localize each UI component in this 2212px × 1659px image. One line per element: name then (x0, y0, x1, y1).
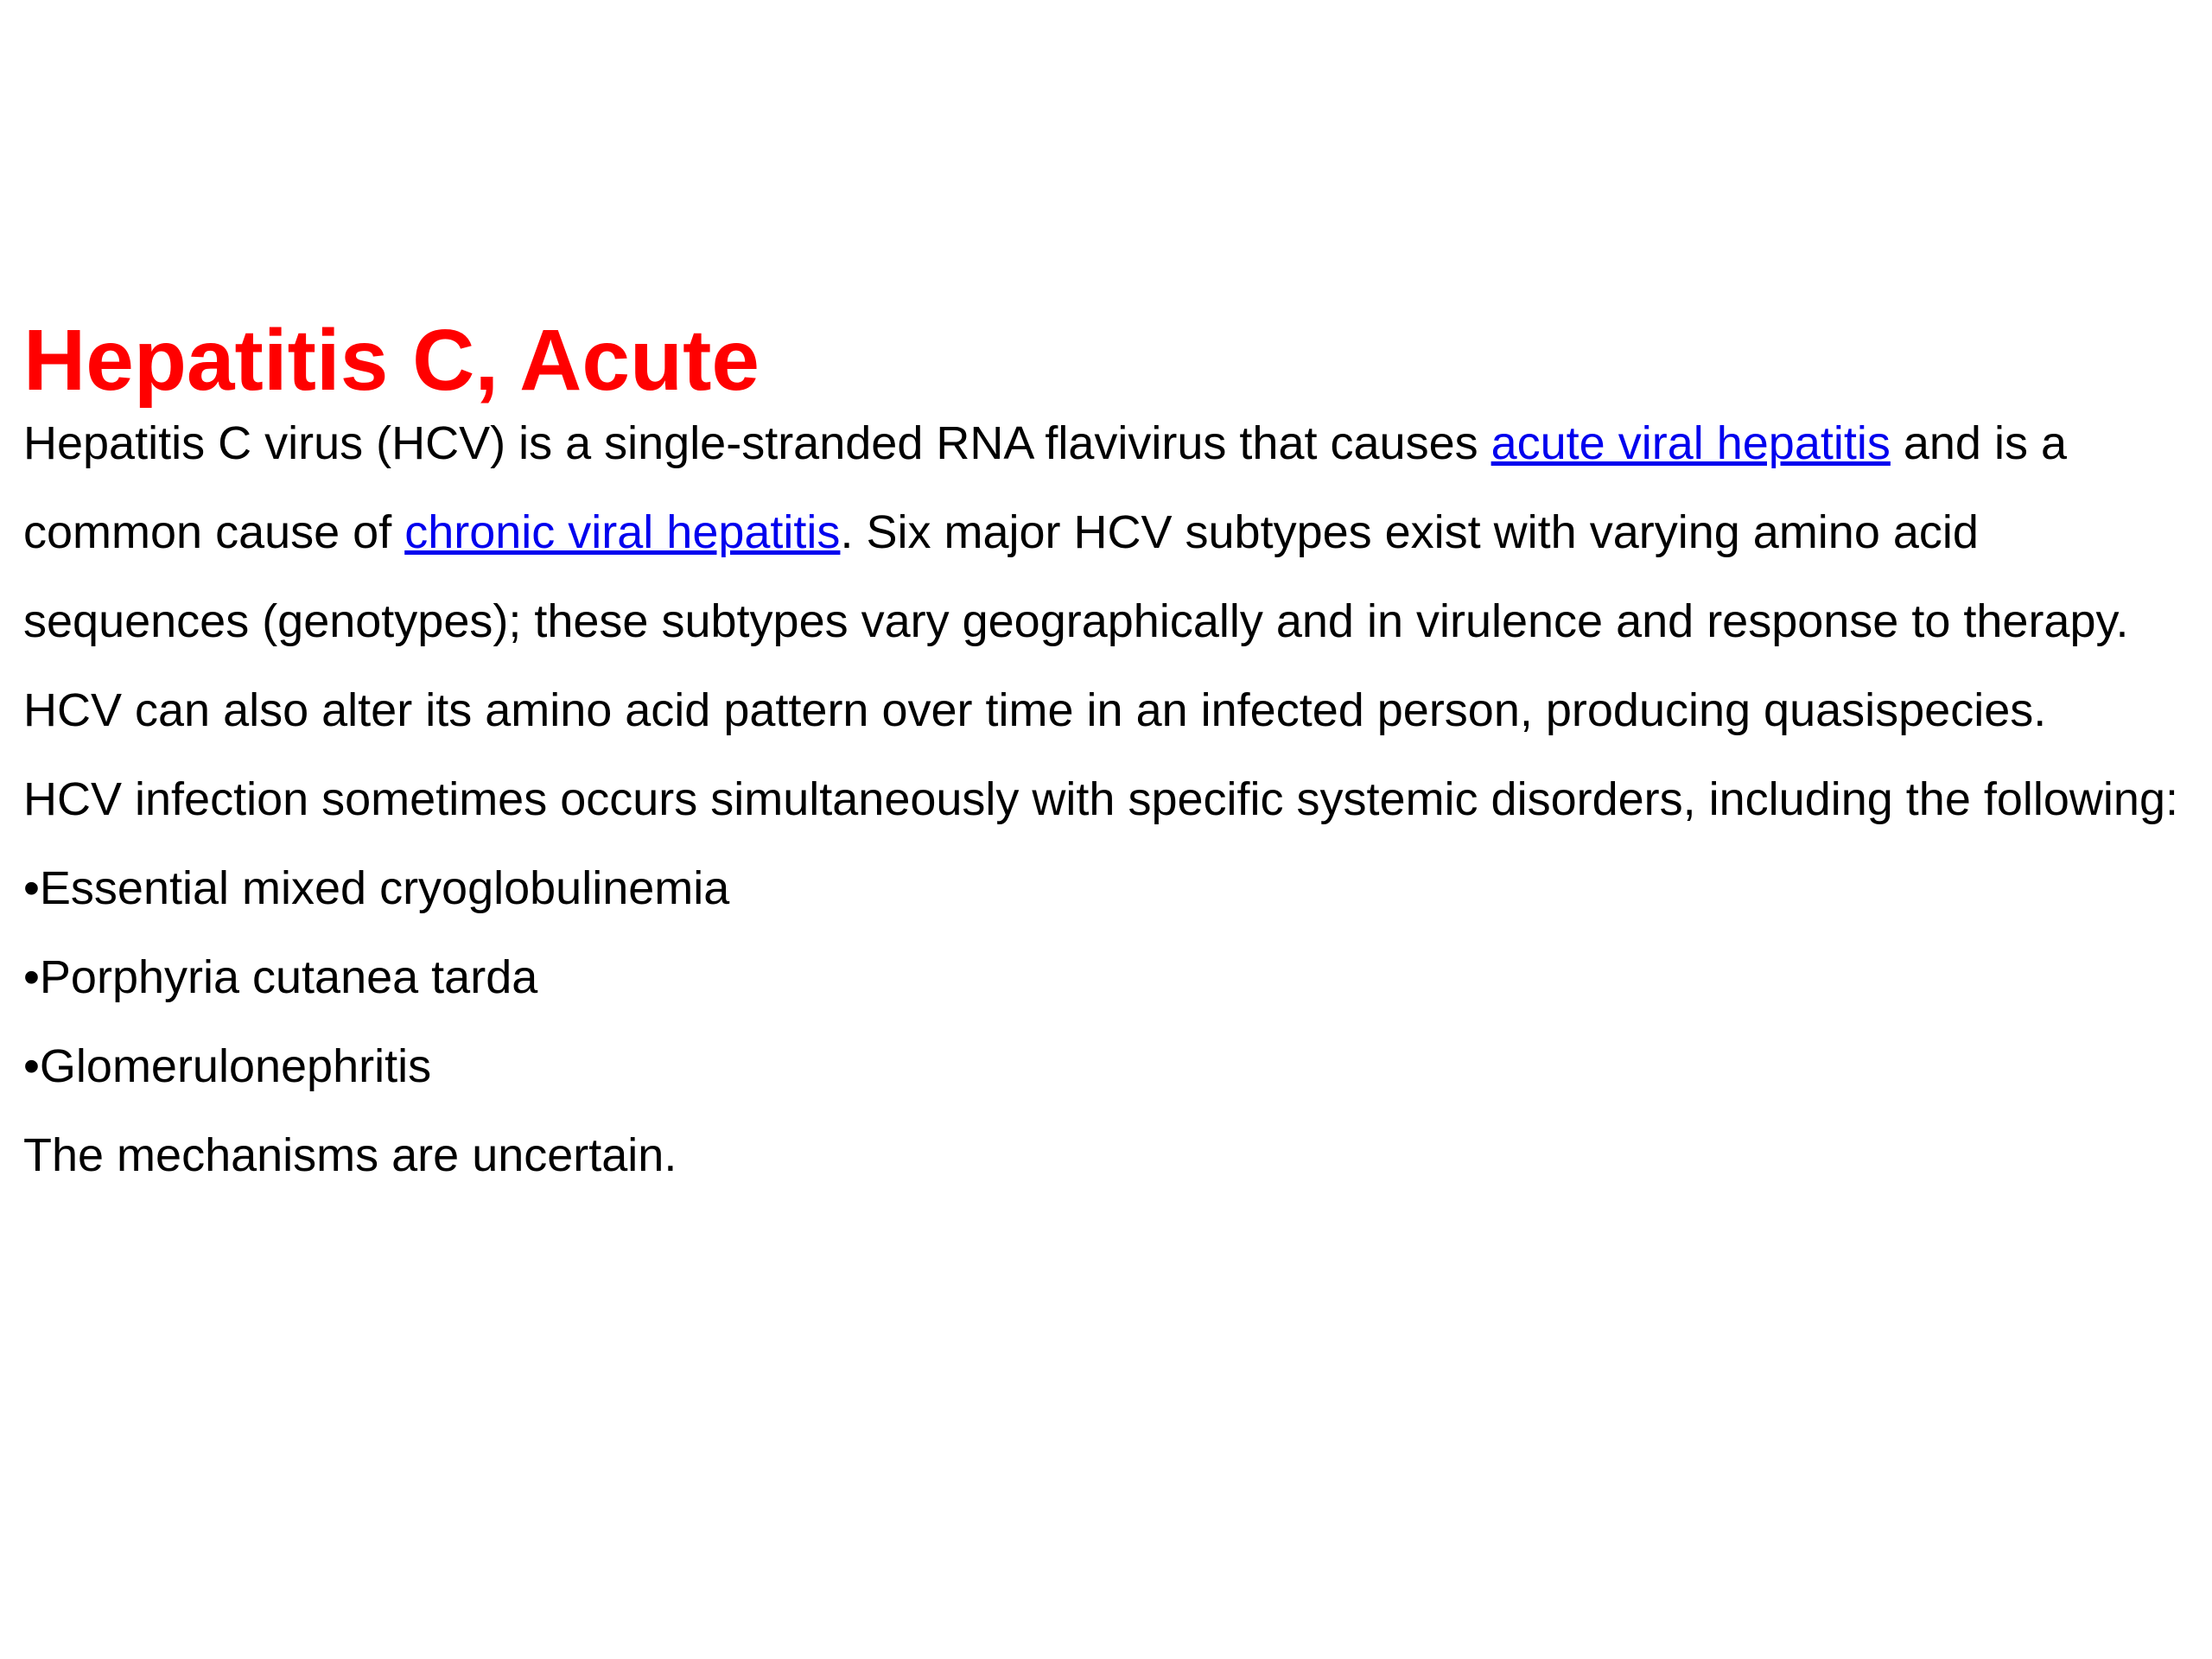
link-chronic-viral-hepatitis[interactable]: chronic viral hepatitis (404, 506, 841, 558)
list-item: •Essential mixed cryoglobulinemia (23, 862, 730, 914)
page-title: Hepatitis C, Acute (23, 312, 760, 409)
closing-sentence: The mechanisms are uncertain. (23, 1129, 677, 1181)
intro-text-3: . Six major HCV subtypes exist with varying amino acid sequences (genotypes); these subtypes vary geographically and in virulence and response to therapy. HCV can also alter its amino acid pattern over time in an infected person, producing quasispecies. (23, 506, 2129, 736)
list-item: •Porphyria cutanea tarda (23, 951, 538, 1003)
content-area (23, 304, 2192, 1200)
intro-text-1: Hepatitis C virus (HCV) is a single-stranded RNA flavivirus that causes (23, 417, 1491, 469)
link-acute-viral-hepatitis[interactable]: acute viral hepatitis (1491, 417, 1891, 469)
intro-text-2: and is a common cause of (23, 417, 2067, 558)
systemic-disorders-paragraph: HCV infection sometimes occurs simultaneously with specific systemic disorders, including the following: (23, 773, 2178, 825)
intro-paragraph (23, 399, 2192, 755)
list-item: •Glomerulonephritis (23, 1040, 432, 1092)
disorder-list (23, 844, 2192, 1111)
